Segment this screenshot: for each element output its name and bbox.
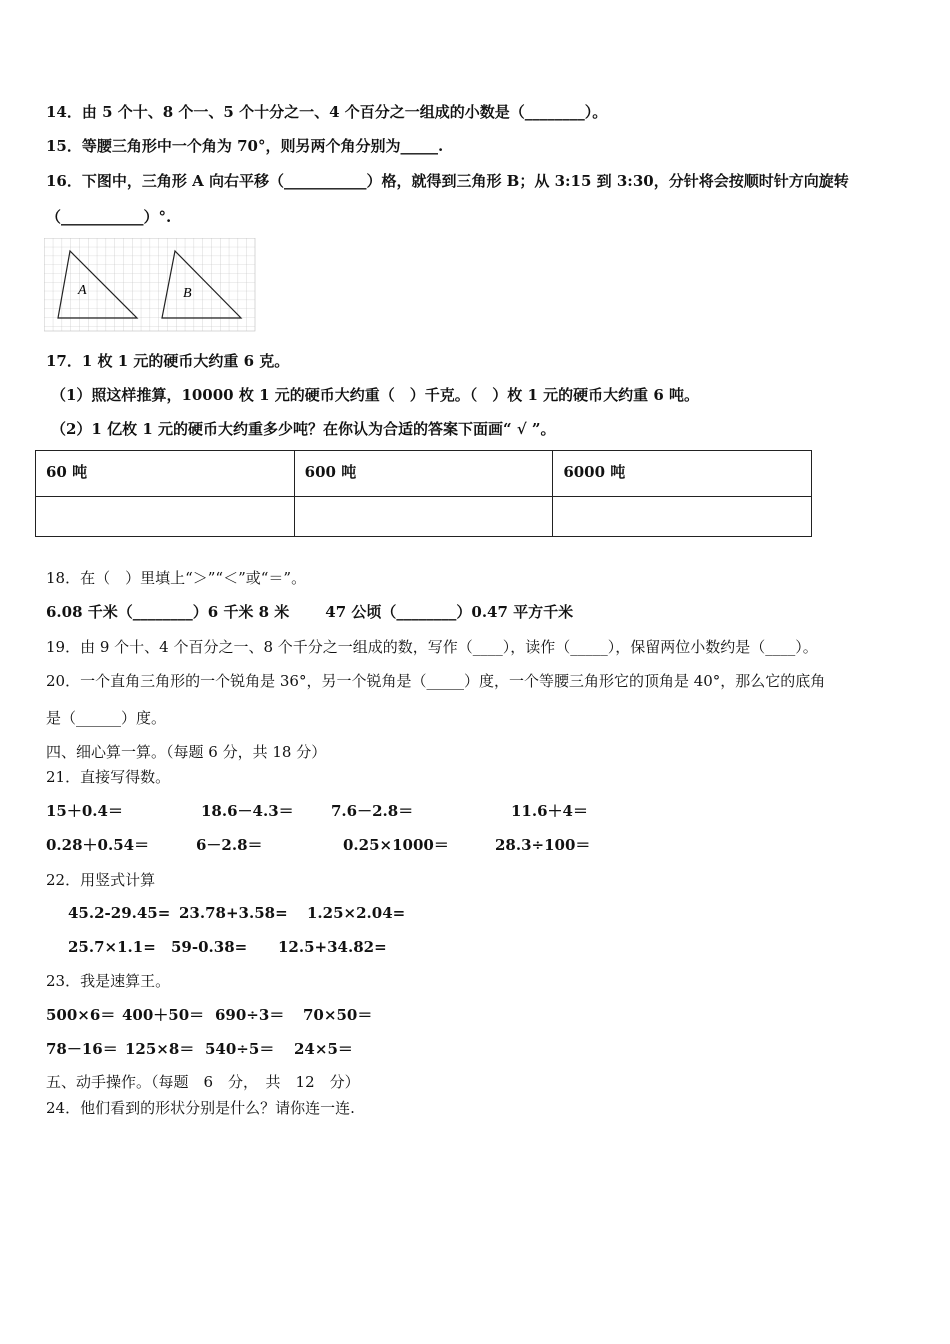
q23-row-2: [46, 1039, 353, 1059]
answer-table: [35, 450, 812, 537]
question-15: 15．等腰三角形中一个角为 70°，则另两个角分别为_____.: [46, 137, 444, 155]
expr: 540÷5＝: [205, 1040, 275, 1058]
expr: 1.25×2.04=: [307, 904, 406, 922]
question-16-line2: （___________）°.: [46, 208, 172, 226]
expr: 28.3÷100＝: [495, 836, 591, 854]
question-21: 21．直接写得数。: [46, 768, 171, 786]
answer-cell-2[interactable]: [294, 497, 553, 537]
expr: 24×5＝: [294, 1040, 353, 1058]
expr: 690÷3＝: [215, 1006, 285, 1024]
expr: 25.7×1.1=: [68, 938, 156, 956]
q21-row-2: [46, 835, 590, 855]
question-17-part2: （2）1 亿枚 1 元的硬币大约重多少吨？在你认为合适的答案下面画“ √ ”。: [51, 420, 556, 438]
expr: 45.2-29.45=: [68, 904, 171, 922]
expr: 23.78+3.58=: [179, 904, 288, 922]
answer-cell-1[interactable]: [36, 497, 295, 537]
answer-cell-3[interactable]: [553, 497, 812, 537]
section-5-title: 五、动手操作。（每题 6 分， 共 12 分）: [46, 1073, 360, 1091]
triangle-a-label: A: [78, 283, 87, 298]
expr: 78－16＝: [46, 1040, 118, 1058]
question-19: 19．由 9 个十、4 个百分之一、8 个千分之一组成的数，写作（____），读作（_____），保留两位小数约是（____）。: [46, 638, 818, 656]
expr: 0.25×1000＝: [343, 836, 449, 854]
triangle-grid-figure: [44, 238, 256, 332]
expr: 7.6－2.8＝: [331, 802, 414, 820]
question-18-b: 47 公顷（________）0.47 平方千米: [325, 603, 574, 621]
question-14: 14．由 5 个十、8 个一、5 个十分之一、4 个百分之一组成的小数是（________）。: [46, 103, 608, 121]
question-24: 24．他们看到的形状分别是什么？请你连一连.: [46, 1099, 355, 1117]
q23-row-1: [46, 1005, 372, 1025]
question-18-a: 6.08 千米（________）6 千米 8 米: [46, 603, 290, 621]
expr: 59-0.38=: [171, 938, 248, 956]
option-600: 600 吨: [294, 451, 553, 497]
question-17-part1: （1）照这样推算，10000 枚 1 元的硬币大约重（ ）千克。（ ）枚 1 元的硬币大约重 6 吨。: [51, 386, 699, 404]
question-20-line1: 20．一个直角三角形的一个锐角是 36°，另一个锐角是（_____）度，一个等腰三角形它的顶角是 40°，那么它的底角: [46, 672, 826, 690]
expr: 400＋50＝: [122, 1006, 205, 1024]
expr: 11.6＋4＝: [511, 802, 588, 820]
expr: 500×6＝: [46, 1006, 116, 1024]
q22-row-1: [68, 903, 405, 923]
triangle-b-label: B: [183, 286, 192, 301]
option-60: 60 吨: [36, 451, 295, 497]
question-17: 17．1 枚 1 元的硬币大约重 6 克。: [46, 352, 290, 370]
question-23: 23．我是速算王。: [46, 972, 171, 990]
expr: 12.5+34.82=: [278, 938, 387, 956]
question-20-line2: 是（______）度。: [46, 709, 167, 727]
expr: 0.28＋0.54＝: [46, 836, 150, 854]
expr: 15＋0.4＝: [46, 802, 123, 820]
section-4-title: 四、细心算一算。（每题 6 分，共 18 分）: [46, 743, 327, 761]
q21-row-1: [46, 801, 588, 821]
question-18-items: [46, 602, 573, 622]
question-16-line1: 16．下图中，三角形 A 向右平移（___________）格，就得到三角形 B；从 3:15 到 3:30，分针将会按顺时针方向旋转: [46, 172, 849, 190]
expr: 18.6－4.3＝: [201, 802, 294, 820]
option-6000: 6000 吨: [553, 451, 812, 497]
q22-row-2: [68, 937, 387, 957]
expr: 125×8＝: [125, 1040, 195, 1058]
expr: 6－2.8＝: [196, 836, 263, 854]
question-18: 18．在（ ）里填上“＞”“＜”或“＝”。: [46, 569, 307, 587]
question-22: 22．用竖式计算: [46, 871, 156, 889]
expr: 70×50＝: [303, 1006, 373, 1024]
